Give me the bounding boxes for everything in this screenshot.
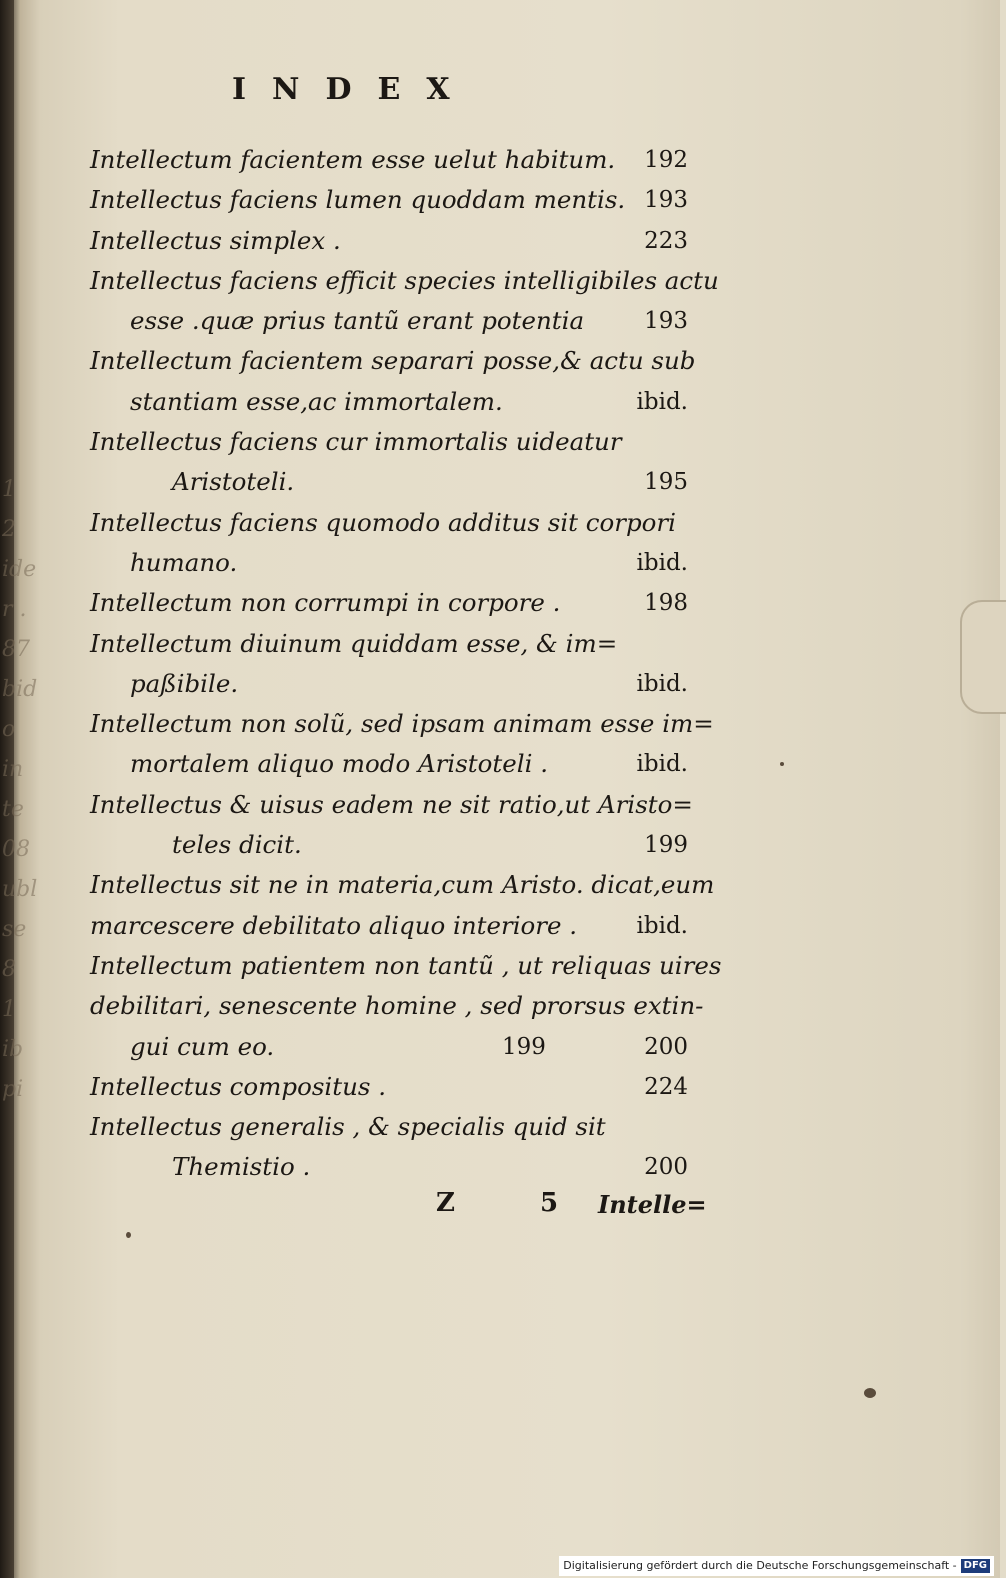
index-entry — [90, 1067, 700, 1107]
entry-text: stantiam esse,ac immortalem. — [130, 386, 503, 416]
entry-page-ref: 195 — [644, 469, 688, 496]
page-tab-mark — [960, 600, 1006, 714]
entry-page-ref: 199 — [502, 1033, 546, 1060]
entry-text: paßibile. — [130, 668, 239, 698]
index-entry — [90, 865, 715, 905]
index-entries — [90, 140, 722, 1188]
index-entry — [90, 261, 719, 301]
entry-text: teles dicit. — [172, 830, 302, 860]
entry-page-ref: 199 — [644, 832, 688, 859]
entry-text: Intellectum facientem separari posse,& actu sub — [90, 346, 696, 376]
entry-text: Intellectum facientem esse uelut habitum. — [90, 145, 616, 174]
entry-text: Intellectus faciens lumen quoddam mentis. — [90, 185, 626, 215]
index-entry — [90, 180, 700, 220]
index-entry — [90, 221, 700, 261]
entry-page-ref: ibid. — [636, 912, 688, 939]
entry-page-ref: 192 — [644, 147, 688, 173]
index-entry — [90, 462, 700, 502]
page-header: INDEX — [232, 72, 476, 107]
index-entry — [90, 382, 700, 422]
entry-text: debilitari, senescente homine , sed prorsus extin- — [90, 991, 704, 1021]
index-entry — [90, 341, 700, 381]
entry-text: marcescere debilitato aliquo interiore . — [90, 910, 578, 940]
index-entry — [90, 1147, 700, 1187]
entry-page-ref: 193 — [644, 308, 688, 335]
index-entry — [90, 785, 700, 825]
entry-text: gui cum eo. — [130, 1031, 275, 1061]
footer-text: Digitalisierung gefördert durch die Deutsche Forschungsgemeinschaft - — [563, 1559, 957, 1572]
digitization-footer — [559, 1556, 994, 1576]
entry-page-ref: 200 — [644, 1154, 688, 1181]
signature-mark: Z 5 — [436, 1188, 597, 1218]
entry-text: Intellectus & uisus eadem ne sit ratio,ut Aristo= — [90, 789, 693, 819]
entry-text: mortalem aliquo modo Aristoteli . — [130, 749, 548, 779]
entry-text: Intellectum patientem non tantũ , ut reliquas uires — [90, 950, 722, 980]
entry-text: Intellectus faciens cur immortalis uideatur — [90, 427, 622, 457]
entry-text: esse .quæ prius tantũ erant potentia — [130, 306, 585, 336]
entry-page-ref: 200 — [644, 1033, 688, 1060]
index-entry — [90, 1027, 700, 1067]
facing-page-bleed: 1 2 ide r . 87 bid o in te 08 ubl se 8 1 ib pi — [2, 477, 38, 1102]
dfg-logo: DFG — [961, 1559, 990, 1573]
entry-text: Intellectus sit ne in materia,cum Aristo. dicat,eum — [90, 870, 715, 900]
entry-page-ref: ibid. — [636, 670, 688, 697]
index-entry — [90, 140, 700, 180]
index-entry — [90, 503, 700, 543]
index-entry — [90, 744, 700, 784]
entry-text: Intellectum diuinum quiddam esse, & im= — [90, 628, 618, 658]
entry-text: humano. — [130, 547, 238, 577]
entry-page-ref: 198 — [644, 590, 688, 617]
index-entry — [90, 704, 714, 744]
index-entry — [90, 946, 722, 986]
index-entry — [90, 664, 700, 704]
entry-page-ref: ibid. — [636, 549, 688, 576]
entry-text: Themistio . — [172, 1152, 311, 1182]
index-entry — [90, 986, 704, 1026]
entry-text: Intellectus faciens efficit species intelligibiles actu — [90, 265, 719, 295]
ink-speck — [780, 762, 784, 766]
entry-page-ref: 224 — [644, 1073, 688, 1100]
entry-text: Intellectus compositus . — [90, 1071, 386, 1101]
entry-page-ref: 193 — [644, 187, 688, 214]
index-entry — [90, 301, 700, 341]
index-entry — [90, 543, 700, 583]
entry-page-ref: 223 — [644, 227, 688, 254]
entry-page-ref: ibid. — [636, 388, 688, 415]
entry-text: Intellectum non solũ, sed ipsam animam esse im= — [90, 709, 714, 739]
index-entry — [90, 825, 700, 865]
entry-text: Intellectus generalis , & specialis quid sit — [90, 1112, 606, 1142]
index-entry — [90, 583, 700, 623]
index-entry — [90, 906, 700, 946]
entry-text: Intellectus faciens quomodo additus sit corpori — [90, 507, 676, 537]
index-entry — [90, 1107, 700, 1147]
entry-page-ref: ibid. — [636, 751, 688, 778]
ink-speck — [864, 1388, 876, 1398]
entry-text: Intellectum non corrumpi in corpore . — [90, 588, 561, 618]
ink-speck — [126, 1232, 131, 1238]
index-entry — [90, 422, 700, 462]
catchword: Intelle= — [598, 1190, 707, 1219]
index-entry — [90, 624, 700, 664]
entry-text: Intellectus simplex . — [90, 225, 341, 255]
entry-text: Aristoteli. — [172, 467, 295, 497]
